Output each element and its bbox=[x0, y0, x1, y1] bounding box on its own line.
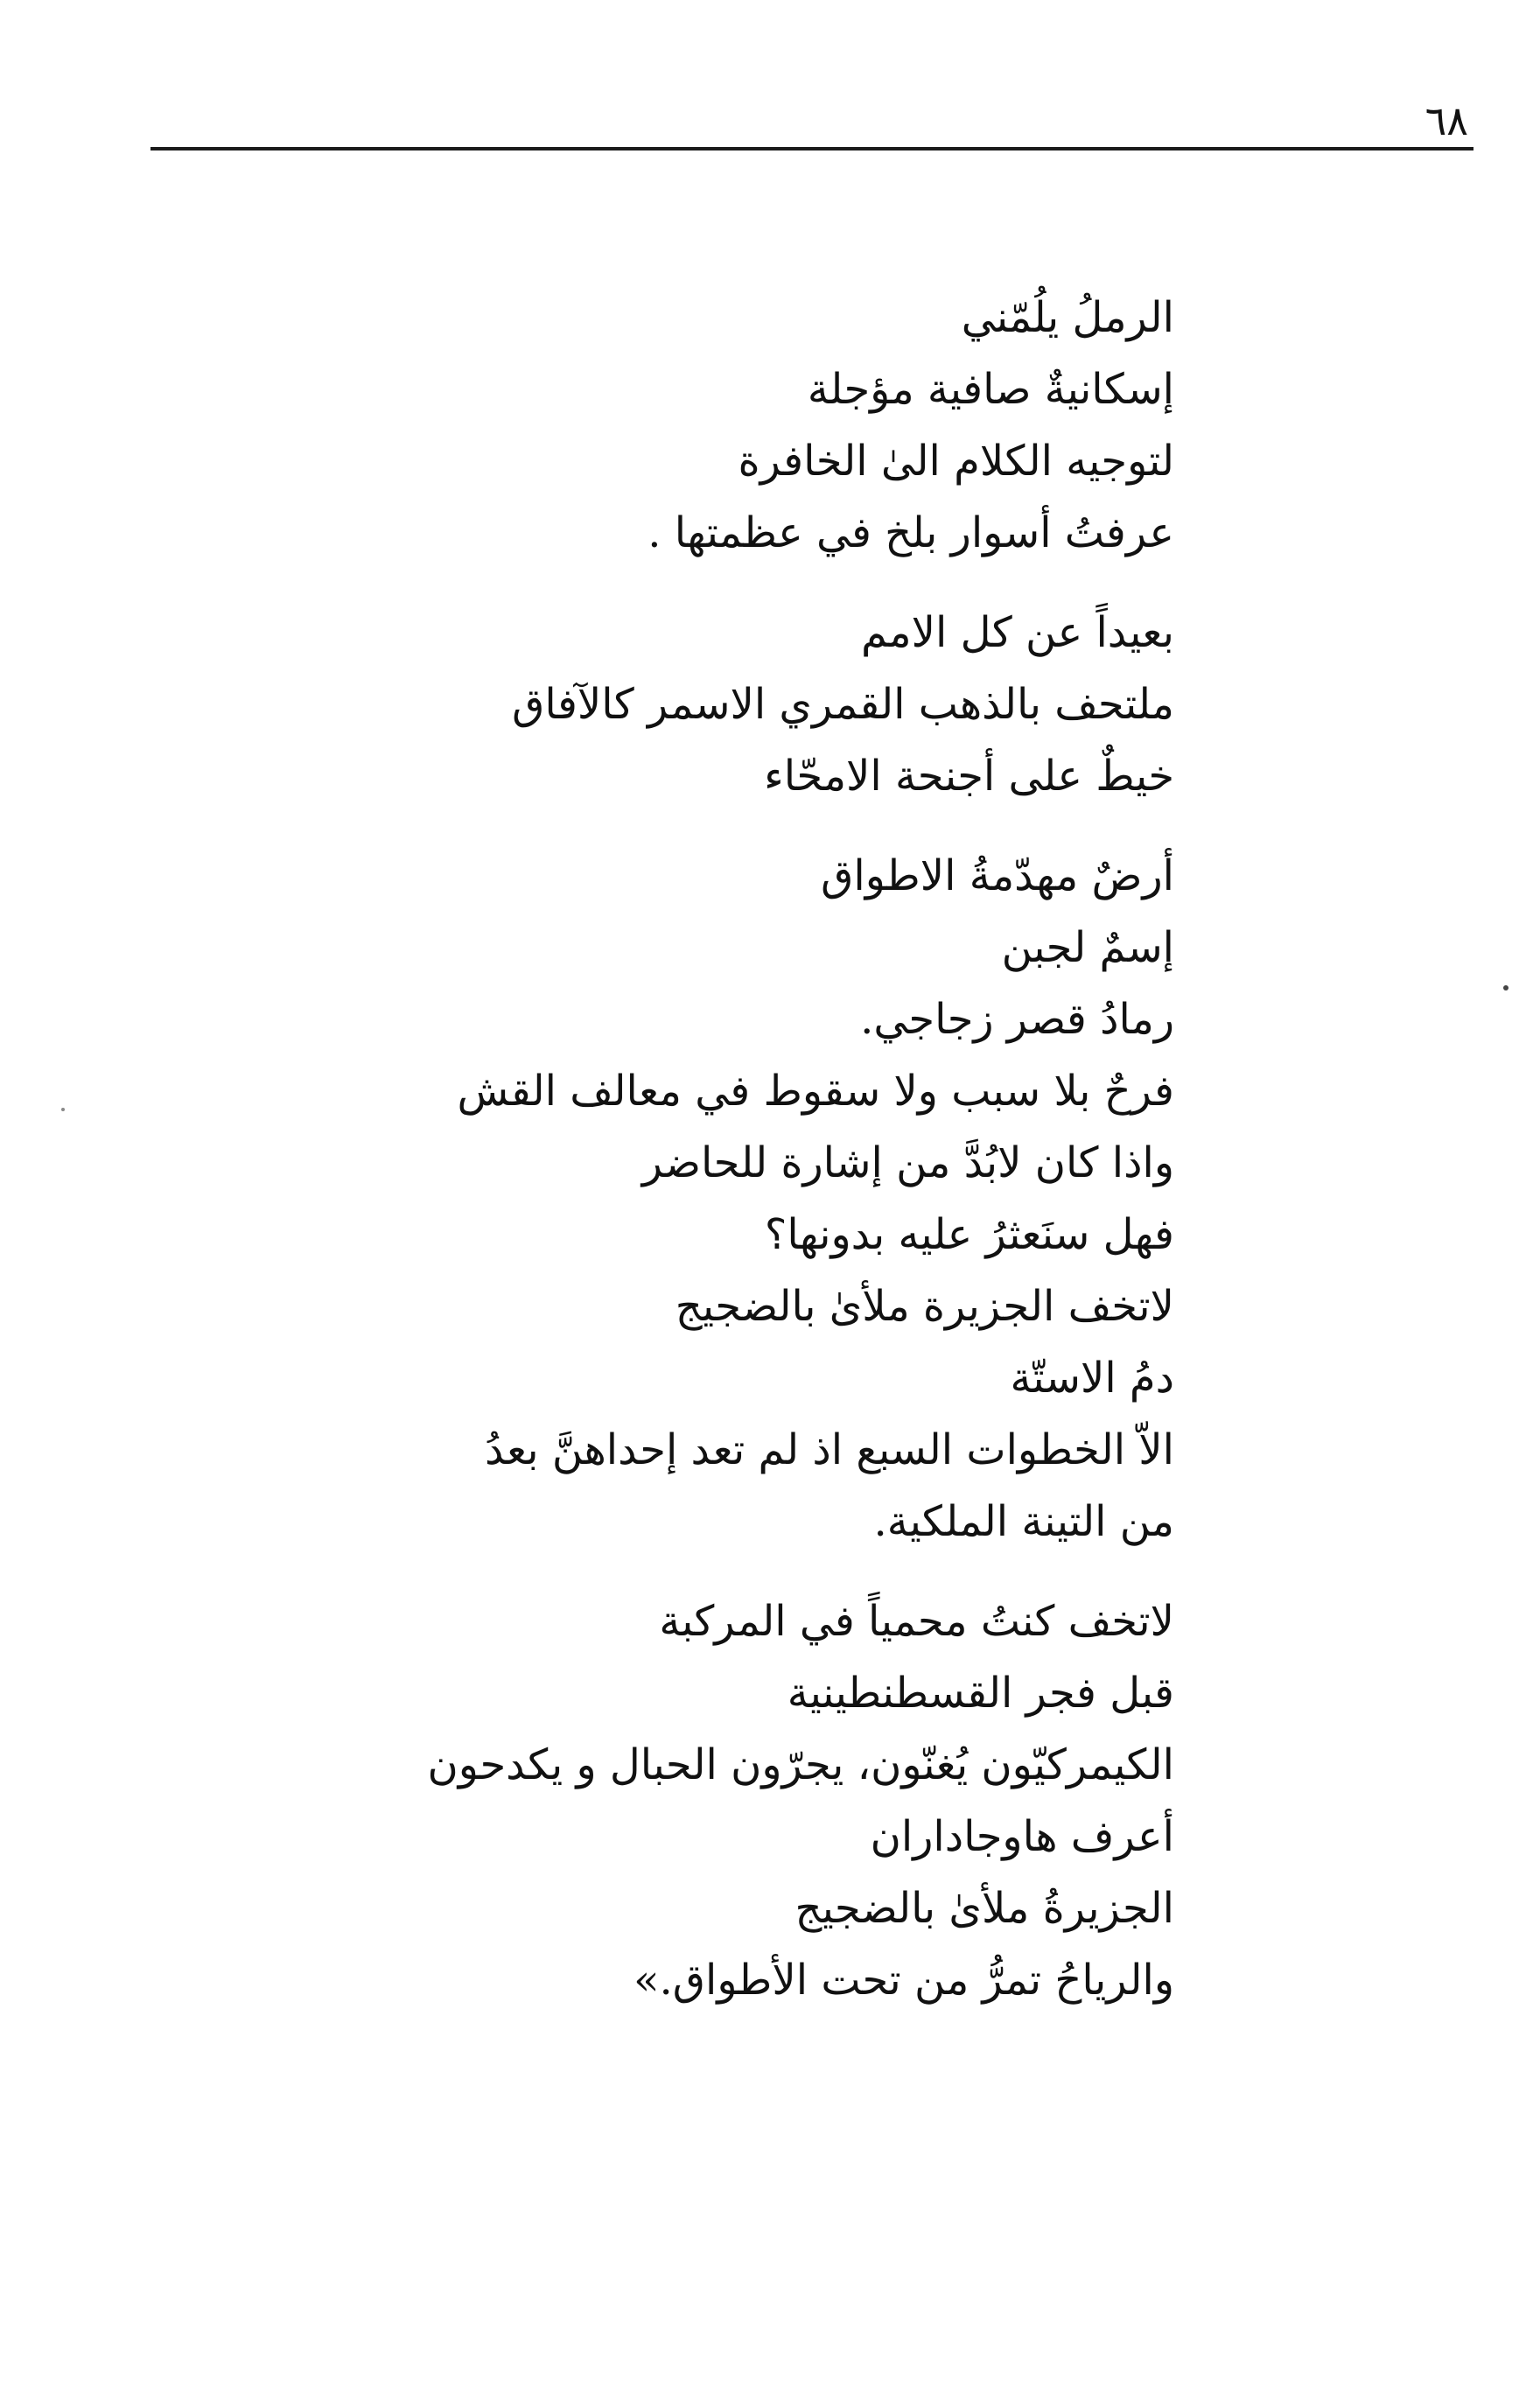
header-rule bbox=[150, 147, 1474, 150]
stanza-4 bbox=[427, 1586, 1174, 2016]
stanza-3 bbox=[457, 840, 1174, 1558]
poem-line: الرملُ يلُمّني bbox=[961, 293, 1174, 342]
scan-speck bbox=[61, 1108, 65, 1111]
poem-line: فهل سنَعثرُ عليه بدونها؟ bbox=[764, 1210, 1174, 1259]
poem bbox=[427, 282, 1174, 2044]
poem-line: رمادُ قصر زجاجي. bbox=[860, 995, 1174, 1044]
poem-line: والرياحُ تمرُّ من تحت الأطواق.» bbox=[634, 1956, 1174, 2005]
poem-line: الكيمركيّون يُغنّون، يجرّون الحبال و يكدحون bbox=[427, 1740, 1174, 1789]
poem-line: لاتخف الجزيرة ملأىٰ بالضجيج bbox=[675, 1282, 1174, 1331]
poem-line: الاّ الخطوات السبع اذ لم تعد إحداهنَّ بعدُ bbox=[484, 1425, 1174, 1474]
poem-line: قبل فجر القسطنطينية bbox=[787, 1669, 1174, 1718]
stanza-2 bbox=[474, 597, 1174, 812]
poem-line: من التينة الملكية. bbox=[873, 1497, 1174, 1546]
poem-line: واذا كان لابُدَّ من إشارة للحاضر bbox=[641, 1138, 1174, 1187]
poem-line: أرضٌ مهدّمةُ الاطواق bbox=[821, 851, 1174, 900]
poem-line: فرحٌ بلا سبب ولا سقوط في معالف القش bbox=[457, 1067, 1174, 1116]
poem-line: إسمٌ لجبن bbox=[1001, 923, 1174, 972]
poem-line: أعرف هاوجاداران bbox=[870, 1812, 1174, 1861]
stanza-1 bbox=[474, 282, 1174, 569]
poem-line: لتوجيه الكلام الىٰ الخافرة bbox=[738, 437, 1174, 486]
poem-line: الجزيرةُ ملأىٰ بالضجيج bbox=[794, 1884, 1174, 1933]
poem-line: لاتخف كنتُ محمياً في المركبة bbox=[659, 1597, 1174, 1646]
scan-speck bbox=[1503, 985, 1508, 990]
poem-line: عرفتُ أسوار بلخ في عظمتها . bbox=[648, 508, 1174, 557]
poem-line: ملتحف بالذهب القمري الاسمر كالآفاق bbox=[512, 680, 1174, 729]
poem-line: بعيداً عن كل الامم bbox=[860, 608, 1174, 657]
poem-line: دمُ الاستّة bbox=[1010, 1354, 1174, 1403]
poem-line: إسكانيةٌ صافية مؤجلة bbox=[807, 365, 1174, 414]
poem-line: خيطٌ على أجنحة الامحّاء bbox=[764, 752, 1174, 801]
page-number: ٦٨ bbox=[1424, 97, 1468, 144]
